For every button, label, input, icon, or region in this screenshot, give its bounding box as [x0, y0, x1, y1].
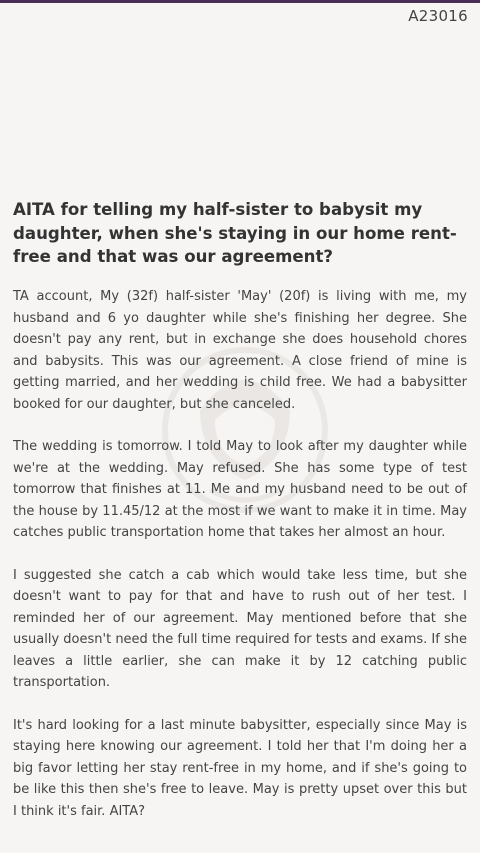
top-accent-bar — [0, 0, 480, 3]
post-title: AITA for telling my half-sister to babysit my daughter, when she's staying in our home rent-free and that was our agreement? — [13, 200, 457, 266]
post-id: A23016 — [408, 7, 468, 25]
post-paragraph: It's hard looking for a last minute babysitter, especially since May is staying here knowing our agreement. I told her that I'm doing her a big favor letting her stay rent-free in my home, and if she's going to be like this then she's free to leave. May is pretty upset over this but I think it's fair. AITA? — [13, 717, 467, 819]
post-paragraph: I suggested she catch a cab which would take less time, but she doesn't want to pay for that and have to rush out of her test. I reminded her of our agreement. May mentioned before that she usually doesn't need the full time required for tests and exams. If she leaves a little earlier, she can make it by 12 catching public transportation. — [13, 567, 467, 690]
post-paragraph: TA account, My (32f) half-sister 'May' (20f) is living with me, my husband and 6 yo daughter while she's finishing her degree. She doesn't pay any rent, but in exchange she does household chores and babysits. This was our agreement. A close friend of mine is getting married, and her wedding is child free. We had a babysitter booked for our daughter, but she canceled. — [13, 289, 467, 412]
post-body — [13, 286, 467, 843]
post-paragraph: The wedding is tomorrow. I told May to look after my daughter while we're at the wedding. May refused. She has some type of test tomorrow that finishes at 11. Me and my husband need to be out of the house by 11.45/12 at the most if we want to make it in time. May catches public transportation home that takes her almost an hour. — [13, 439, 467, 540]
